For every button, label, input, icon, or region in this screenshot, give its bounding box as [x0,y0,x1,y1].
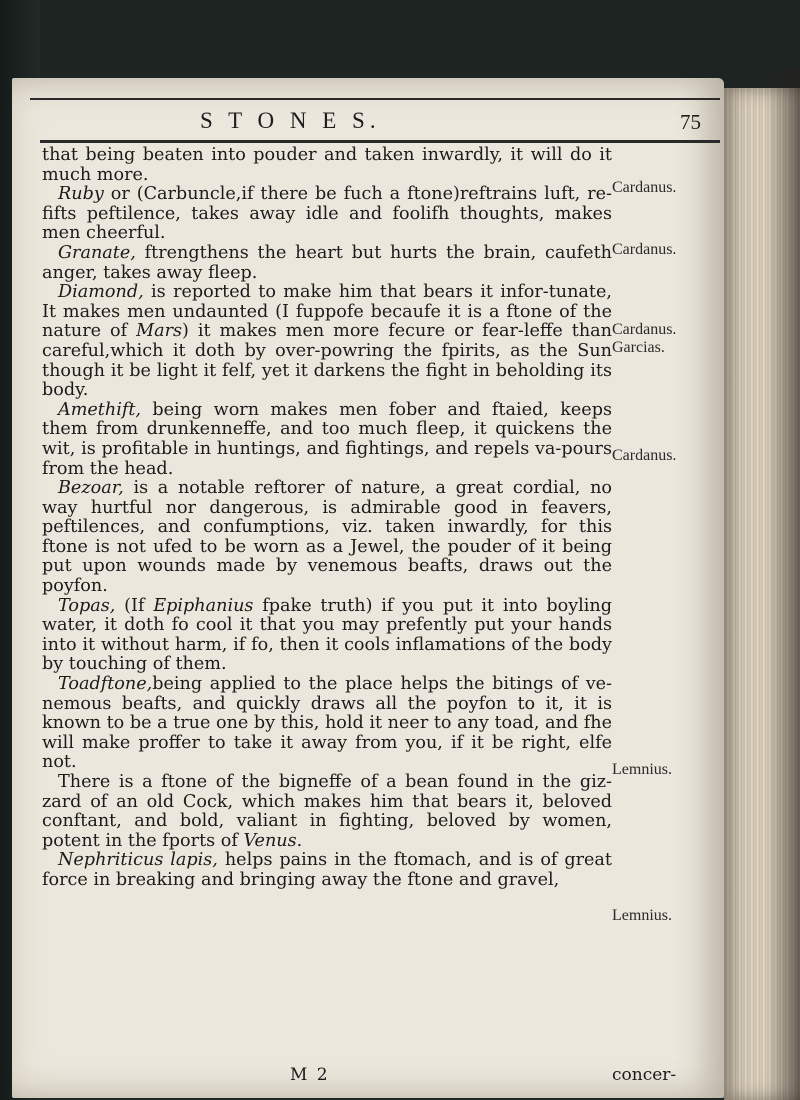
entry-toadstone: Toadftone,being applied to the place helps the bitings of ve-nemous beafts, and quickly draws all the poyfon to it, it is known to be a true one by this, hold it neer to any toad, and fhe will make proffer to take it away from you, if it be right, elfe not. [42,674,612,773]
catchword: concer- [612,1065,677,1085]
margin-note: Cardanus. [612,447,677,464]
entry-term: Topas, [58,595,116,616]
main-text [42,146,612,891]
entry-nephriticus: Nephriticus lapis, helps pains in the ftomach, and is of great force in breaking and bringing away the ftone and gravel, [42,850,612,890]
margin-note: Lemnius. [612,907,672,924]
page-number: 75 [680,110,701,134]
margin-note: Lemnius. [612,761,672,778]
running-head: S T O N E S. [200,108,381,133]
entry-ruby: Ruby or (Carbuncle,if there be fuch a ftone)reftrains luft, re-fifts peftilence, takes away idle and foolifh thoughts, makes men cheerful. [42,184,612,244]
entry-granate: Granate, ftrengthens the heart but hurts the brain, caufeth anger, takes away fleep. [42,242,612,283]
entry-term: Ruby [58,184,104,205]
entry-term: Toadftone, [58,674,153,695]
entry-term: Diamond, [58,282,144,303]
entry-term: Nephriticus lapis, [58,850,218,871]
header-rule-bottom [40,140,720,143]
signature-mark: M 2 [290,1065,330,1085]
margin-note: Cardanus. [612,241,677,258]
margin-note: Cardanus. [612,321,677,338]
entry-topas: Topas, (If Epiphanius fpake truth) if you put it into boyling water, it doth fo cool it that you may prefently put your hands into it without harm, if fo, then it cools inflamations of the body by touching of them. [42,595,613,675]
entry-gizzard-stone: There is a ftone of the bigneffe of a bean found in the giz-zard of an old Cock, which makes him that bears it, beloved conftant, and bold, valiant in fighting, beloved by women, potent in the fports of Venus. [42,772,612,851]
margin-note: Cardanus. [612,179,677,196]
entry-term: Amethift, [58,399,142,420]
entry-term: Granate, [58,242,136,263]
entry-amethist: Amethift, being worn makes men fober and ftaied, keeps them from drunkenneffe, and too much fleep, it quickens the wit, is profitable in huntings, and fightings, and repels va-pours from the head. [42,399,612,479]
margin-note: Garcias. [612,339,665,356]
header-rule-top [30,98,720,100]
entry-term: Bezoar, [58,478,124,499]
page-edge-shadow [766,70,800,1100]
paragraph-continuation: that being beaten into pouder and taken inwardly, it will do it much more. [42,145,612,185]
entry-bezoar: Bezoar, is a notable reftorer of nature, a great cordial, no way hurtful nor dangerous, is admirable good in feavers, peftilences, and confumptions, viz. taken inwardly, for this ftone is not ufed to be worn as a Jewel, the pouder of it being put upon wounds made by venemous beafts, draws out the poyfon. [42,478,612,597]
entry-diamond: Diamond, is reported to make him that bears it infor-tunate, It makes men undaunted (I fuppofe becaufe it is a ftone of the nature of Mars) it makes men more fecure or fear-leffe than careful,which it doth by over-powring the fpirits, as the Sun though it be light it felf, yet it darkens the fight in beholding its body. [42,282,612,401]
